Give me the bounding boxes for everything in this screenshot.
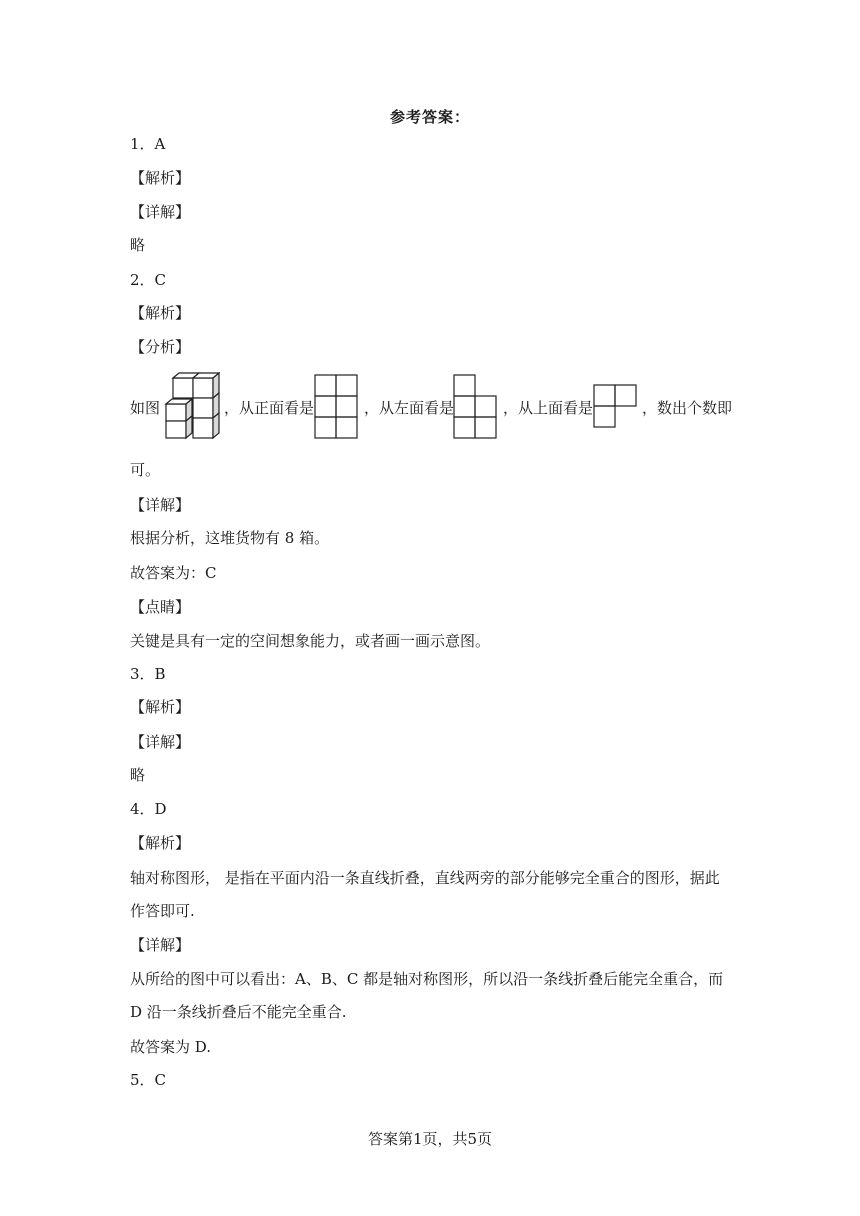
text-line: 从所给的图中可以看出：A、B、C 都是轴对称图形，所以沿一条线折叠后能完全重合，而 <box>130 970 724 988</box>
section-dianjing: 【点睛】 <box>130 598 191 616</box>
text-line: 关键是具有一定的空间想象能力，或者画一画示意图。 <box>130 632 491 650</box>
section-jiexi: 【解析】 <box>130 304 191 322</box>
figure-text: ，从左面看是 <box>364 399 455 417</box>
answer-1: 1．A <box>130 135 166 153</box>
figure-row <box>130 372 740 442</box>
section-xiangjie: 【详解】 <box>130 936 191 954</box>
section-jiexi: 【解析】 <box>130 698 191 716</box>
answer-5: 5．C <box>130 1071 167 1089</box>
section-xiangjie: 【详解】 <box>130 733 191 751</box>
figure-text: ，数出个数即 <box>642 399 733 417</box>
text-line: D 沿一条线折叠后不能完全重合. <box>130 1003 347 1021</box>
section-xiangjie: 【详解】 <box>130 203 191 221</box>
left-view-figure <box>453 374 499 440</box>
page-footer: 答案第1页，共5页 <box>367 1130 493 1148</box>
figure-text: 如图 <box>130 399 161 417</box>
cube-stack-figure <box>164 372 220 442</box>
text-line: 略 <box>130 766 146 784</box>
figure-text: ，从上面看是 <box>503 399 594 417</box>
text-line: 根据分析，这堆货物有 8 箱。 <box>130 529 330 547</box>
section-jiexi: 【解析】 <box>130 169 191 187</box>
answer-4: 4．D <box>130 800 167 818</box>
top-view-figure <box>593 384 639 430</box>
text-line: 故答案为：C <box>130 564 217 582</box>
text-line: 轴对称图形， 是指在平面内沿一条直线折叠，直线两旁的部分能够完全重合的图形，据此 <box>130 869 720 887</box>
text-line: 作答即可. <box>130 902 195 920</box>
section-jiexi: 【解析】 <box>130 834 191 852</box>
figure-text: ，从正面看是 <box>224 399 315 417</box>
text-line: 略 <box>130 236 146 254</box>
answer-2: 2．C <box>130 271 167 289</box>
answer-3: 3．B <box>130 665 166 683</box>
section-xiangjie: 【详解】 <box>130 496 191 514</box>
section-fenxi: 【分析】 <box>130 338 191 356</box>
text-line: 可。 <box>130 461 161 479</box>
front-view-figure <box>314 374 360 440</box>
page-title: 参考答案： <box>389 108 470 126</box>
text-line: 故答案为 D. <box>130 1038 212 1056</box>
